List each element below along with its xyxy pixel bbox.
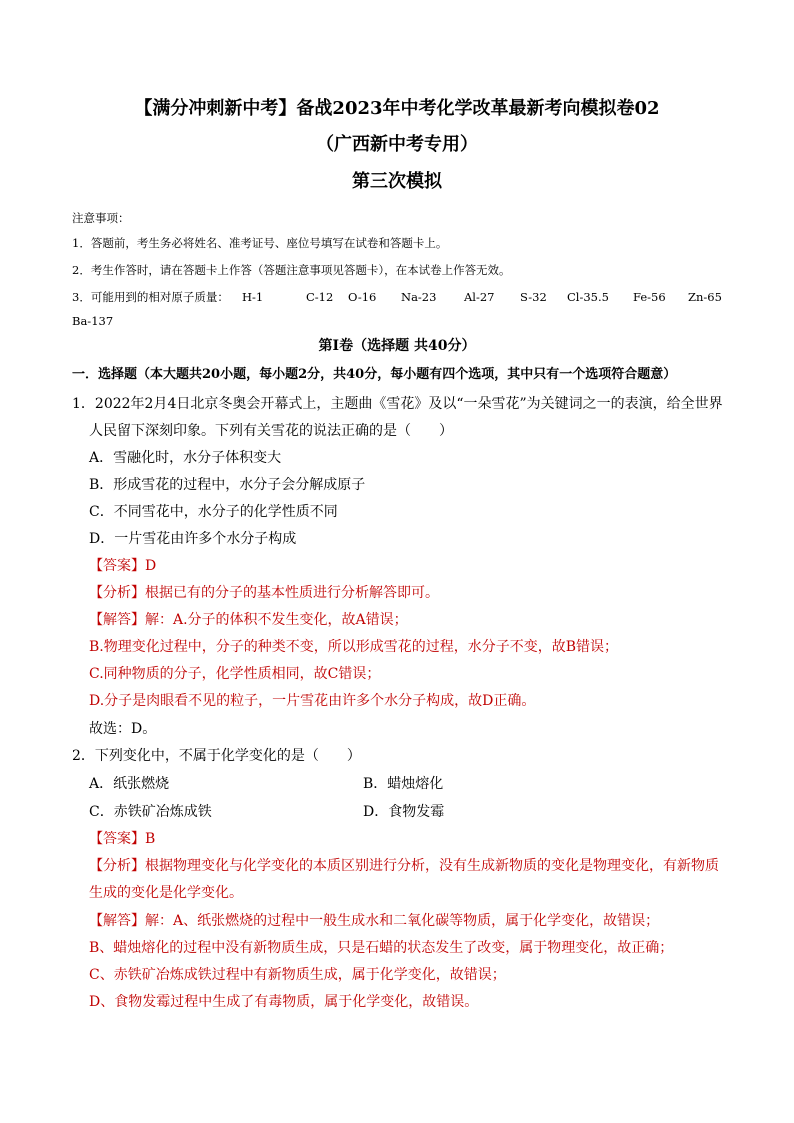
question-2-stem: 2．下列变化中，不属于化学变化的是（ ） <box>72 748 361 764</box>
question-2-solution: B、蜡烛熔化的过程中没有新物质生成，只是石蜡的状态发生了改变，属于物理变化，故正确； <box>89 940 674 956</box>
atomic-mass: O-16 <box>348 290 377 304</box>
question-1-solution: D.分子是肉眼看不见的粒子，一片雪花由许多个水分子构成，故D正确。 <box>89 693 536 709</box>
question-1-solution: B.物理变化过程中，分子的种类不变，所以形成雪花的过程，水分子不变，故B错误； <box>89 639 619 655</box>
question-2-option: B．蜡烛熔化 <box>363 776 444 792</box>
section-instruction: 一．选择题（本大题共20小题，每小题2分，共40分，每小题有四个选项，其中只有一个选项符合题意） <box>72 367 677 382</box>
question-2-analysis: 生成的变化是化学变化。 <box>89 885 243 901</box>
atomic-mass: Ba-137 <box>72 314 114 328</box>
question-2-solution: D、食物发霉过程中生成了有毒物质，属于化学变化，故错误。 <box>89 994 479 1010</box>
atomic-mass: Cl-35.5 <box>567 290 609 304</box>
question-2-solution: 【解答】解：A、纸张燃烧的过程中一般生成水和二氧化碳等物质，属于化学变化，故错误； <box>89 913 660 929</box>
question-1-option: A．雪融化时，水分子体积变大 <box>89 450 282 466</box>
atomic-mass: Na-23 <box>401 290 437 304</box>
question-1-solution: 【解答】解：A.分子的体积不发生变化，故A错误； <box>89 612 408 628</box>
atomic-mass: Zn-65 <box>688 290 722 304</box>
volume-title: 第I卷（选择题 共40分） <box>318 338 476 354</box>
note-item: 3．可能用到的相对原子质量： <box>72 290 229 304</box>
question-1-stem: 人民留下深刻印象。下列有关雪花的说法正确的是（ ） <box>89 423 453 439</box>
question-2-option: D．食物发霉 <box>363 804 445 820</box>
question-1-solution: C.同种物质的分子，化学性质相同，故C错误； <box>89 666 381 682</box>
question-2-analysis: 【分析】根据物理变化与化学变化的本质区别进行分析，没有生成新物质的变化是物理变化，有新物质 <box>89 858 719 874</box>
question-2-solution: C、赤铁矿冶炼成铁过程中有新物质生成，属于化学变化，故错误； <box>89 967 506 983</box>
notes-heading: 注意事项： <box>72 211 130 225</box>
question-1-stem: 1．2022年2月4日北京冬奥会开幕式上，主题曲《雪花》及以“一朵雪花”为关键词之一的表演，给全世界 <box>72 396 723 412</box>
atomic-mass: Al-27 <box>464 290 495 304</box>
question-1-answer: 【答案】D <box>89 558 157 574</box>
note-item: 2．考生作答时，请在答题卡上作答（答题注意事项见答题卡），在本试卷上作答无效。 <box>72 263 511 277</box>
atomic-mass: S-32 <box>520 290 547 304</box>
question-1-option: D．一片雪花由许多个水分子构成 <box>89 531 297 547</box>
question-2-answer: 【答案】B <box>89 831 156 847</box>
question-1-option: C．不同雪花中，水分子的化学性质不同 <box>89 504 338 520</box>
question-2-option: C．赤铁矿冶炼成铁 <box>89 804 212 820</box>
question-1-analysis: 【分析】根据已有的分子的基本性质进行分析解答即可。 <box>89 585 439 601</box>
atomic-mass: C-12 <box>306 290 334 304</box>
note-item: 1．答题前，考生务必将姓名、准考证号、座位号填写在试卷和答题卡上。 <box>72 236 448 250</box>
question-2-option: A．纸张燃烧 <box>89 776 170 792</box>
mock-round-title: 第三次模拟 <box>352 171 442 192</box>
page-subtitle: （广西新中考专用） <box>316 134 478 155</box>
question-1-choose: 故选：D。 <box>89 721 157 737</box>
atomic-mass: Fe-56 <box>633 290 666 304</box>
page-title: 【满分冲刺新中考】备战2023年中考化学改革最新考向模拟卷02 <box>134 98 660 119</box>
atomic-mass: H-1 <box>242 290 264 304</box>
question-1-option: B．形成雪花的过程中，水分子会分解成原子 <box>89 477 366 493</box>
